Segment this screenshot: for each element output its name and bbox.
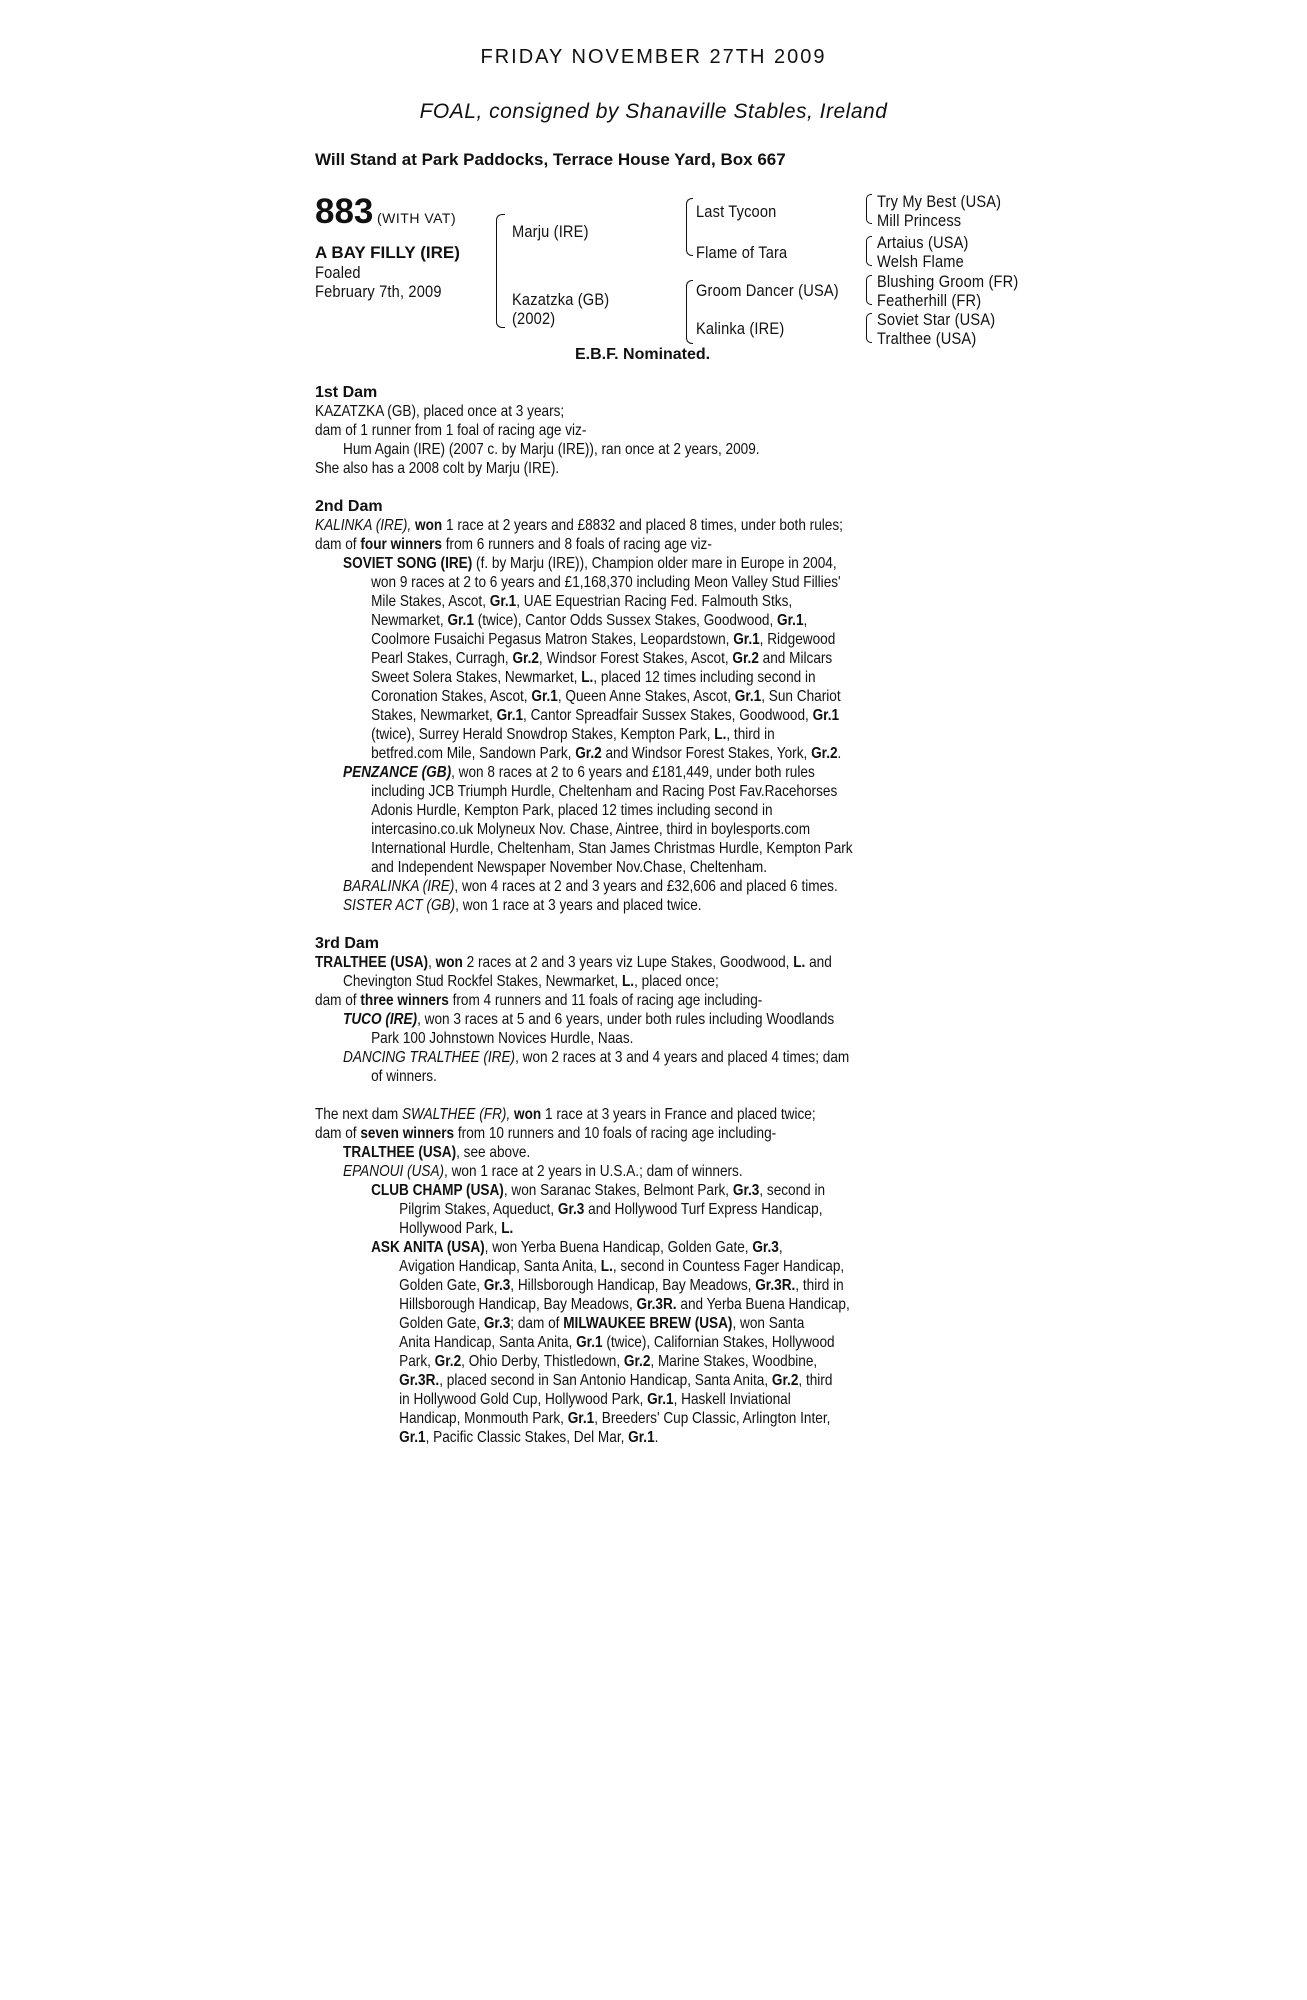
pedigree-sire-sire: Last Tycoon — [696, 202, 777, 221]
stand-location: Will Stand at Park Paddocks, Terrace House Yard, Box 667 — [315, 150, 786, 169]
produce-line: DANCING TRALTHEE (IRE), won 2 races at 3 and 4 years and placed 4 times; dam — [343, 1049, 850, 1066]
pedigree-gen3-6: Featherhill (FR) — [877, 291, 982, 310]
pedigree-sire-dam: Flame of Tara — [696, 243, 788, 262]
produce-line: BARALINKA (IRE), won 4 races at 2 and 3 years and £32,606 and placed 6 times. — [343, 878, 838, 895]
ebf-nomination: E.B.F. Nominated. — [575, 346, 711, 363]
vat-note: (WITH VAT) — [377, 210, 457, 226]
produce-line: TRALTHEE (USA), see above. — [343, 1144, 531, 1161]
produce-line: International Hurdle, Cheltenham, Stan James Christmas Hurdle, Kempton Park — [371, 840, 853, 857]
produce-line: ASK ANITA (USA), won Yerba Buena Handicap, Golden Gate, Gr.3, — [371, 1239, 783, 1256]
pedigree-sire: Marju (IRE) — [512, 222, 589, 241]
produce-line: Hollywood Park, L. — [399, 1220, 514, 1237]
first-dam-line: KAZATZKA (GB), placed once at 3 years; — [315, 403, 565, 420]
next-dam-line: dam of seven winners from 10 runners and 10 foals of racing age including- — [315, 1125, 777, 1142]
produce-line: Gr.3R., placed second in San Antonio Handicap, Santa Anita, Gr.2, third — [399, 1372, 833, 1389]
produce-line: SISTER ACT (GB), won 1 race at 3 years and placed twice. — [343, 897, 702, 914]
second-dam-line: KALINKA (IRE), won 1 race at 2 years and £8832 and placed 8 times, under both rules; — [315, 517, 843, 534]
third-dam-line: TRALTHEE (USA), won 2 races at 2 and 3 years viz Lupe Stakes, Goodwood, L. and — [315, 954, 832, 971]
produce-line: Pilgrim Stakes, Aqueduct, Gr.3 and Hollywood Turf Express Handicap, — [399, 1201, 823, 1218]
pedigree-gen3-2: Mill Princess — [877, 211, 962, 230]
produce-line: (twice), Surrey Herald Snowdrop Stakes, Kempton Park, L., third in — [371, 726, 775, 743]
pedigree-gen3-4: Welsh Flame — [877, 252, 964, 271]
first-dam-heading: 1st Dam — [315, 384, 378, 401]
produce-line: PENZANCE (GB), won 8 races at 2 to 6 years and £181,449, under both rules — [343, 764, 815, 781]
second-dam-line: dam of four winners from 6 runners and 8 foals of racing age viz- — [315, 536, 712, 553]
produce-line: Stakes, Newmarket, Gr.1, Cantor Spreadfair Sussex Stakes, Goodwood, Gr.1 — [371, 707, 840, 724]
produce-line: TUCO (IRE), won 3 races at 5 and 6 years, under both rules including Woodlands — [343, 1011, 835, 1028]
pedigree-brace-g1 — [866, 194, 872, 224]
pedigree-gen3-8: Tralthee (USA) — [877, 329, 977, 348]
foaled-date: February 7th, 2009 — [315, 282, 442, 301]
produce-line: intercasino.co.uk Molyneux Nov. Chase, Aintree, third in boylesports.com — [371, 821, 811, 838]
first-dam-line: dam of 1 runner from 1 foal of racing age viz- — [315, 422, 587, 439]
produce-line: Coronation Stakes, Ascot, Gr.1, Queen Anne Stakes, Ascot, Gr.1, Sun Chariot — [371, 688, 841, 705]
produce-line: Coolmore Fusaichi Pegasus Matron Stakes, Leopardstown, Gr.1, Ridgewood — [371, 631, 836, 648]
foaled-label: Foaled — [315, 263, 361, 282]
pedigree-gen3-1: Try My Best (USA) — [877, 192, 1002, 211]
produce-line: Newmarket, Gr.1 (twice), Cantor Odds Sussex Stakes, Goodwood, Gr.1, — [371, 612, 808, 629]
horse-description: A BAY FILLY (IRE) — [315, 243, 460, 262]
produce-line: of winners. — [371, 1068, 437, 1085]
produce-line: including JCB Triumph Hurdle, Cheltenham and Racing Post Fav.Racehorses — [371, 783, 838, 800]
pedigree-dam: Kazatzka (GB) — [512, 290, 610, 309]
sale-date: FRIDAY NOVEMBER 27TH 2009 — [480, 46, 827, 68]
produce-line: Golden Gate, Gr.3, Hillsborough Handicap, Bay Meadows, Gr.3R., third in — [399, 1277, 844, 1294]
pedigree-brace-g2 — [866, 236, 872, 266]
produce-line: Park, Gr.2, Ohio Derby, Thistledown, Gr.2, Marine Stakes, Woodbine, — [399, 1353, 818, 1370]
produce-line: Mile Stakes, Ascot, Gr.1, UAE Equestrian Racing Fed. Falmouth Stks, — [371, 593, 793, 610]
pedigree-brace-sire — [686, 198, 693, 256]
pedigree-dam-dam: Kalinka (IRE) — [696, 319, 785, 338]
third-dam-line: dam of three winners from 4 runners and 11 foals of racing age including- — [315, 992, 763, 1009]
produce-line: Avigation Handicap, Santa Anita, L., second in Countess Fager Handicap, — [399, 1258, 845, 1275]
produce-line: Pearl Stakes, Curragh, Gr.2, Windsor Forest Stakes, Ascot, Gr.2 and Milcars — [371, 650, 833, 667]
next-dam-line: The next dam SWALTHEE (FR), won 1 race at 3 years in France and placed twice; — [315, 1106, 816, 1123]
pedigree-gen3-5: Blushing Groom (FR) — [877, 272, 1019, 291]
pedigree-dam-sire: Groom Dancer (USA) — [696, 281, 839, 300]
produce-line: EPANOUI (USA), won 1 race at 2 years in U.S.A.; dam of winners. — [343, 1163, 743, 1180]
catalogue-body — [315, 383, 995, 1447]
second-dam-heading: 2nd Dam — [315, 498, 383, 515]
lot-number: 883 — [315, 192, 374, 231]
first-dam-line: Hum Again (IRE) (2007 c. by Marju (IRE)), ran once at 2 years, 2009. — [343, 441, 760, 458]
pedigree-gen3-3: Artaius (USA) — [877, 233, 969, 252]
first-dam-line: She also has a 2008 colt by Marju (IRE). — [315, 460, 560, 477]
produce-line: and Independent Newspaper November Nov.Chase, Cheltenham. — [371, 859, 768, 876]
produce-line: in Hollywood Gold Cup, Hollywood Park, Gr.1, Haskell Inviational — [399, 1391, 791, 1408]
pedigree-brace-dam — [686, 280, 693, 344]
third-dam-line: Chevington Stud Rockfel Stakes, Newmarket, L., placed once; — [343, 973, 719, 990]
produce-line: Hillsborough Handicap, Bay Meadows, Gr.3R. and Yerba Buena Handicap, — [399, 1296, 850, 1313]
produce-line: Golden Gate, Gr.3; dam of MILWAUKEE BREW (USA), won Santa — [399, 1315, 805, 1332]
produce-line: Adonis Hurdle, Kempton Park, placed 12 times including second in — [371, 802, 773, 819]
produce-line: CLUB CHAMP (USA), won Saranac Stakes, Belmont Park, Gr.3, second in — [371, 1182, 826, 1199]
produce-line: Anita Handicap, Santa Anita, Gr.1 (twice), Californian Stakes, Hollywood — [399, 1334, 835, 1351]
produce-line: Gr.1, Pacific Classic Stakes, Del Mar, Gr.1. — [399, 1429, 659, 1446]
produce-line: Park 100 Johnstown Novices Hurdle, Naas. — [371, 1030, 634, 1047]
third-dam-heading: 3rd Dam — [315, 935, 380, 952]
produce-line: Handicap, Monmouth Park, Gr.1, Breeders' Cup Classic, Arlington Inter, — [399, 1410, 831, 1427]
consignment-line: FOAL, consigned by Shanaville Stables, Ireland — [419, 100, 888, 123]
pedigree-brace-g3 — [866, 275, 872, 305]
produce-line: Sweet Solera Stakes, Newmarket, L., placed 12 times including second in — [371, 669, 816, 686]
pedigree-dam-year: (2002) — [512, 309, 556, 328]
pedigree-gen3-7: Soviet Star (USA) — [877, 310, 996, 329]
pedigree-brace-main — [496, 214, 505, 328]
produce-line: betfred.com Mile, Sandown Park, Gr.2 and Windsor Forest Stakes, York, Gr.2. — [371, 745, 842, 762]
produce-line: won 9 races at 2 to 6 years and £1,168,370 including Meon Valley Stud Fillies' — [371, 574, 841, 591]
pedigree-brace-g4 — [866, 313, 872, 343]
produce-line: SOVIET SONG (IRE) (f. by Marju (IRE)), Champion older mare in Europe in 2004, — [343, 555, 837, 572]
